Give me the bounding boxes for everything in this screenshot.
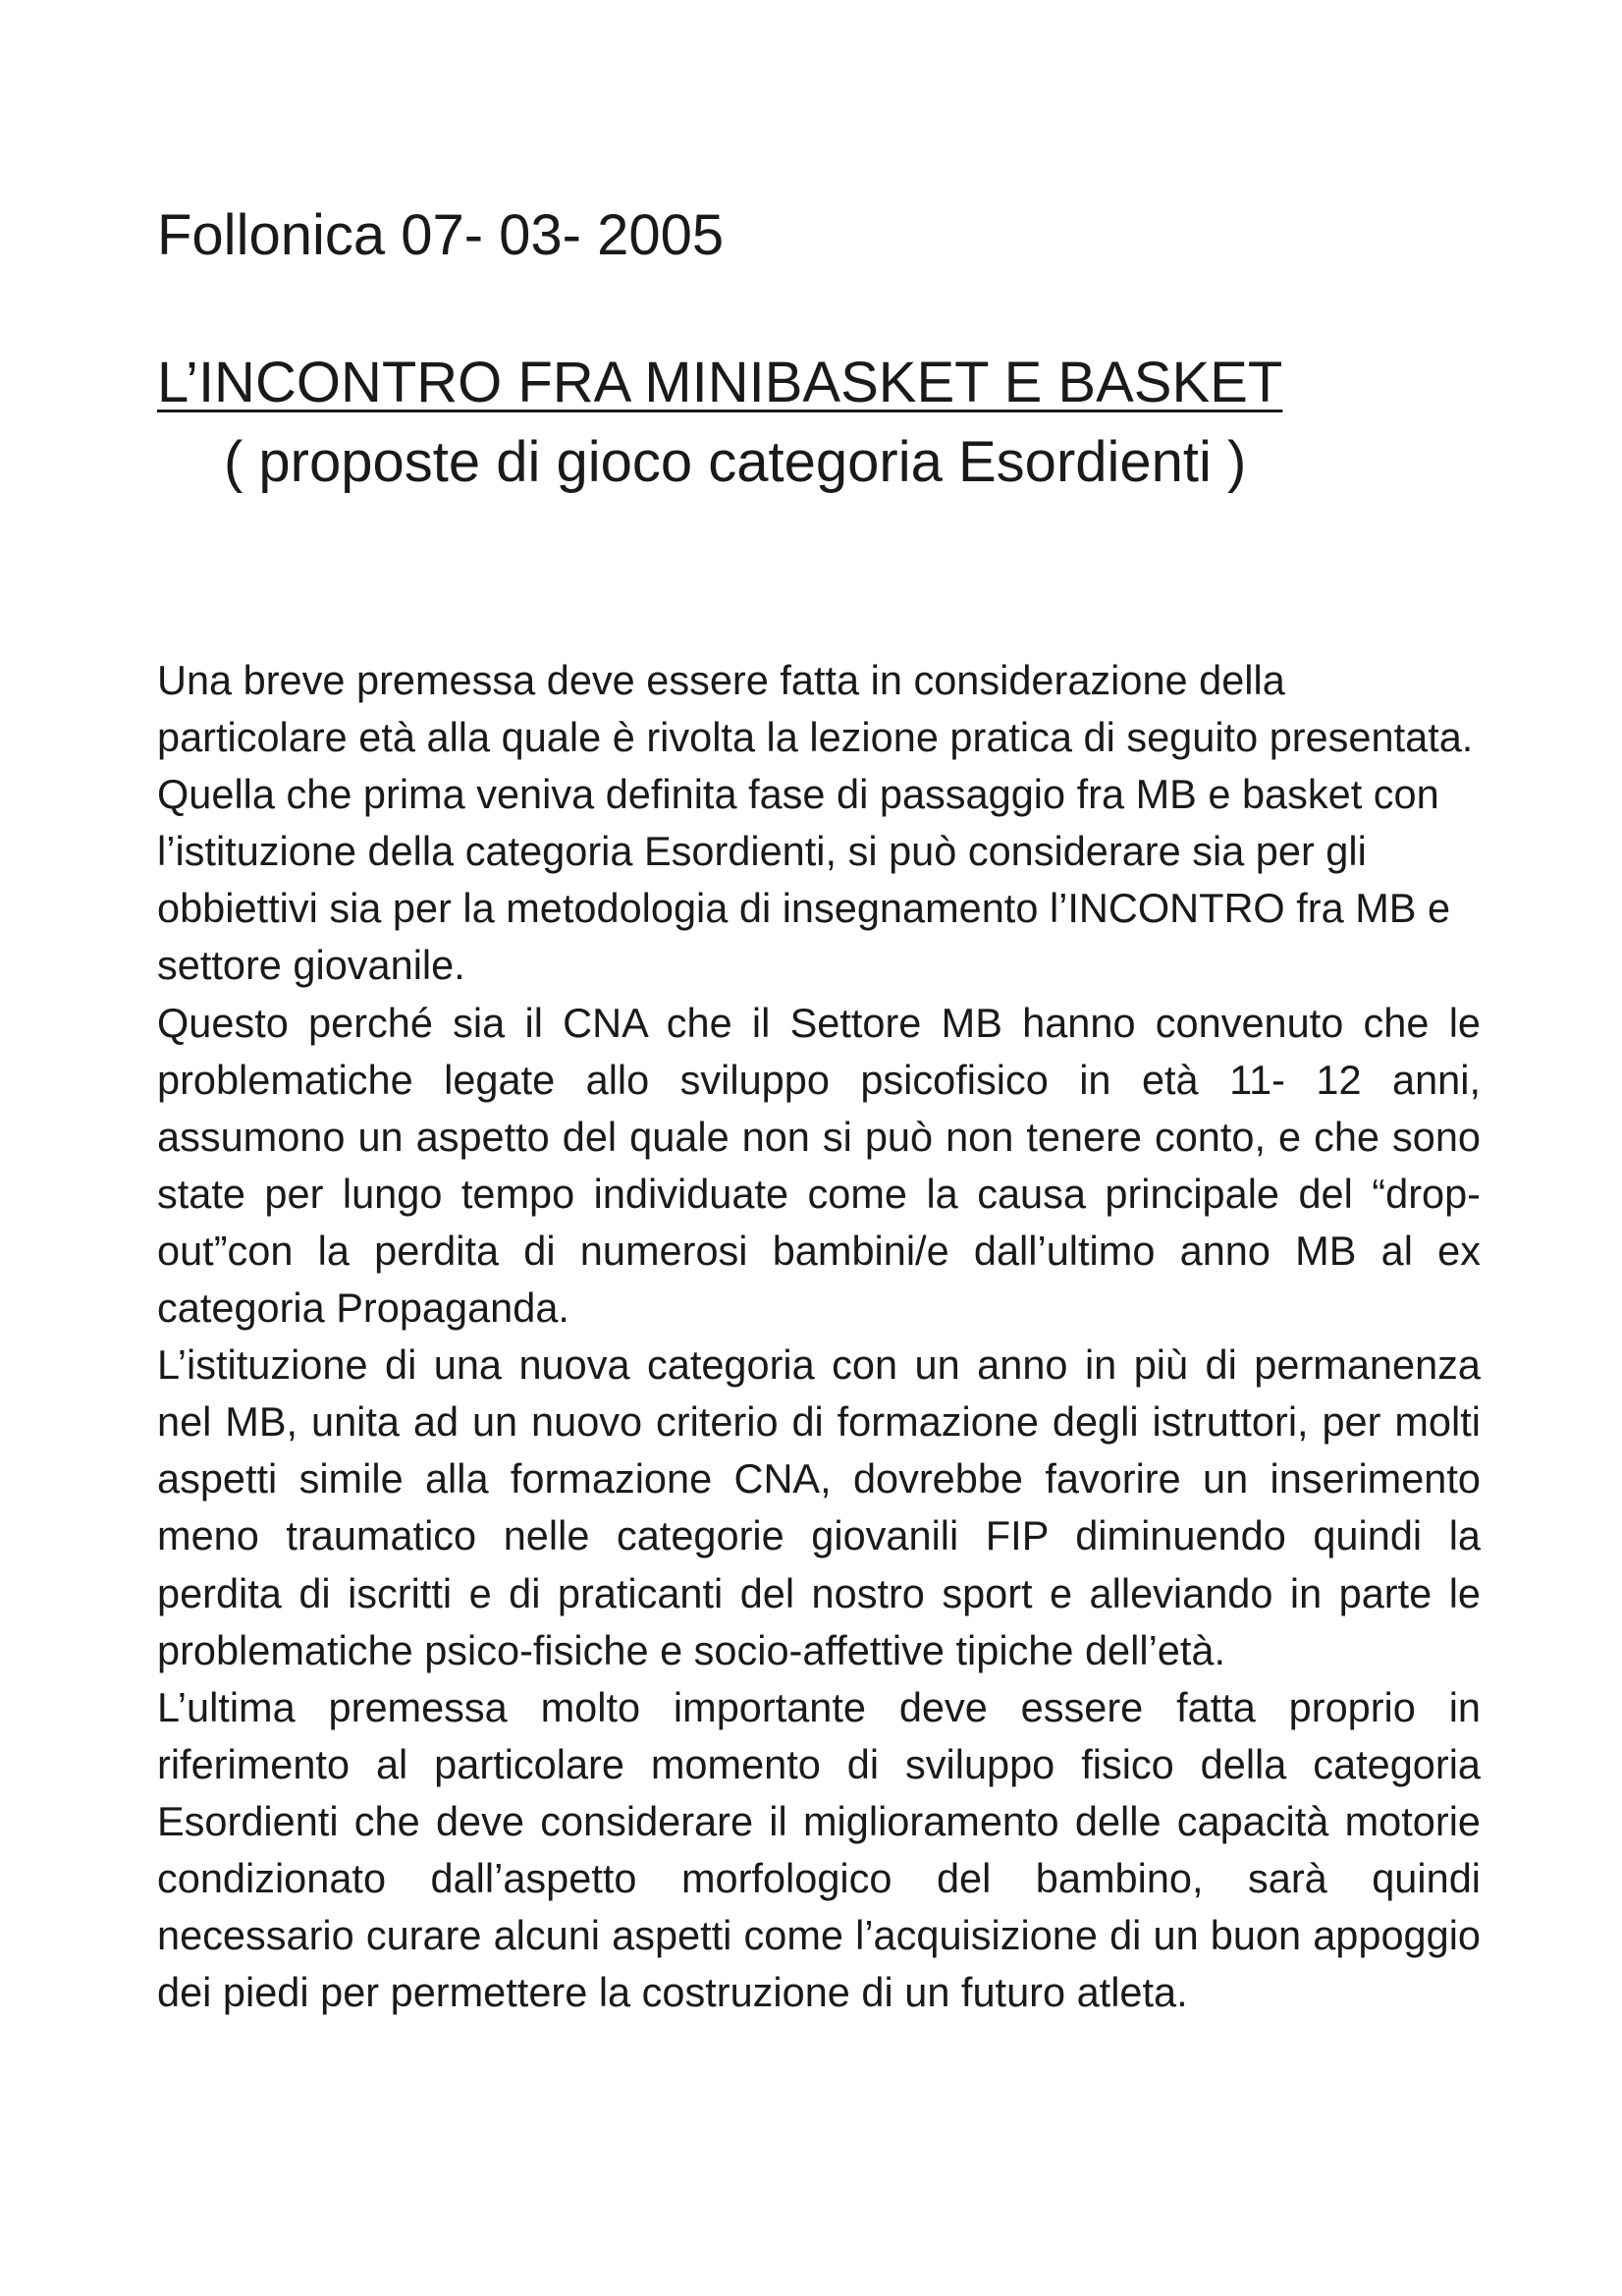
body-text — [157, 652, 1481, 2021]
paragraph-istituzione: L’istituzione di una nuova categoria con un anno in più di permanenza nel MB, unita ad un nuovo criterio di formazione degli istruttori, per molti aspetti simile alla formazione CNA, dovrebbe favorire un inserimento meno traumatico nelle categorie giovanili FIP diminuendo quindi la perdita di iscritti e di praticanti del nostro sport e alleviando in parte le problematiche psico-fisiche e socio-affettive tipiche dell’età. — [157, 1341, 1481, 1673]
document-subtitle: ( proposte di gioco categoria Esordienti ) — [224, 430, 1247, 494]
paragraph-problematiche: Questo perché sia il CNA che il Settore MB hanno convenuto che le problematiche legate allo sviluppo psicofisico in età 11- 12 anni, assumono un aspetto del quale non si può non tenere conto, e che sono state per lungo tempo individuate come la causa principale del “drop-out”con la perdita di numerosi bambini/e dall’ultimo anno MB al ex categoria Propaganda. — [157, 999, 1481, 1332]
paragraph-intro: Una breve premessa deve essere fatta in considerazione della particolare età alla quale è rivolta la lezione pratica di seguito presentata. Quella che prima veniva definita fase di passaggio fra MB e basket con l’istituzione della categoria Esordienti, si può considerare sia per gli obbiettivi sia per la metodologia di insegnamento l’INCONTRO fra MB e settore giovanile. — [157, 657, 1474, 989]
date-line: Follonica 07- 03- 2005 — [157, 203, 725, 267]
document-title: L’INCONTRO FRA MINIBASKET E BASKET — [157, 351, 1283, 414]
paragraph-ultima-premessa: L’ultima premessa molto importante deve essere fatta proprio in riferimento al particolare momento di sviluppo fisico della categoria Esordienti che deve considerare il miglioramento delle capacità motorie condizionato dall’aspetto morfologico del bambino, sarà quindi necessario curare alcuni aspetti come l’acquisizione di un buon appoggio dei piedi per permettere la costruzione di un futuro atleta. — [157, 1683, 1481, 2016]
